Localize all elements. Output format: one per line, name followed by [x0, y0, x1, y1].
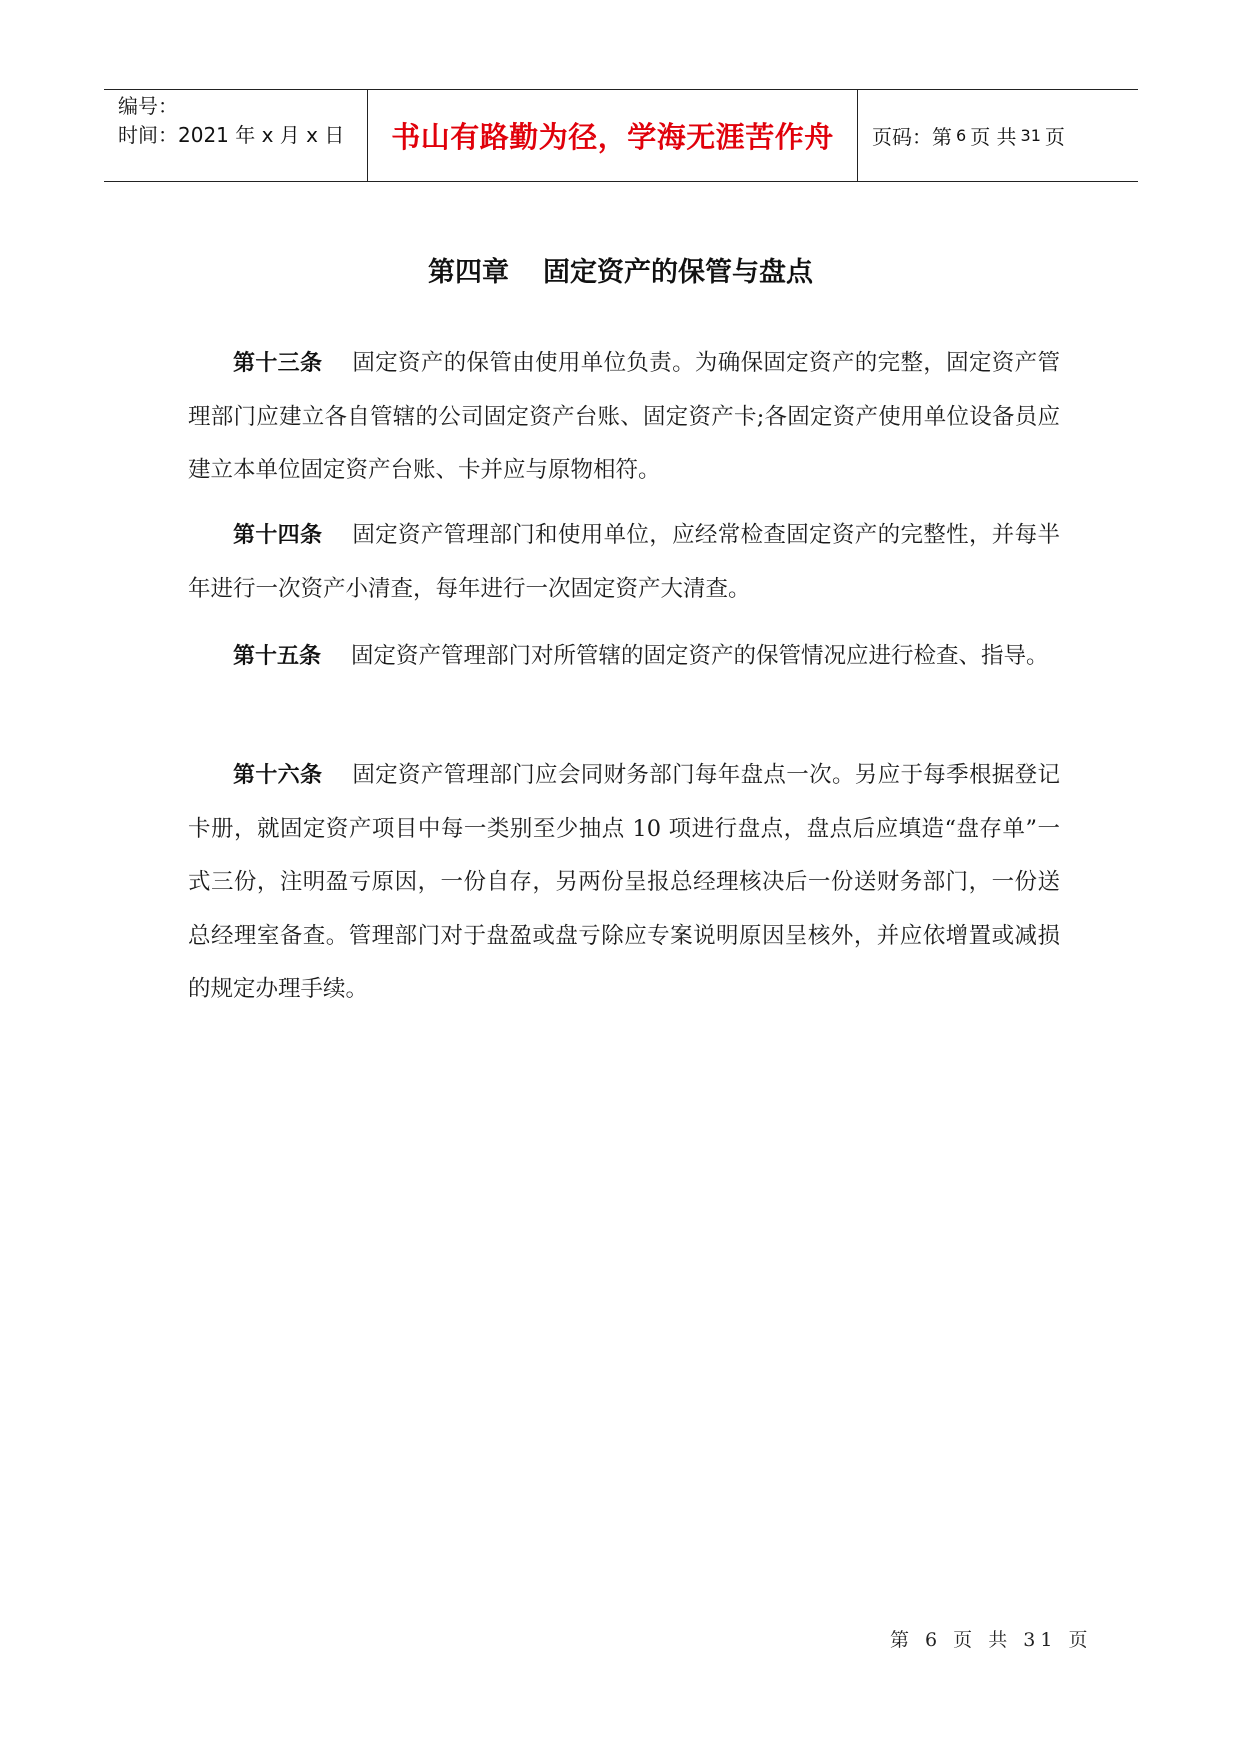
page-footer: 第 6 页 共 31 页 [890, 1629, 1093, 1651]
article-13 [188, 337, 1060, 498]
chapter-number: 第四章 [428, 257, 509, 288]
page-suffix: 页 [1044, 125, 1065, 149]
article-label: 第十四条 [233, 523, 323, 548]
article-label: 第十五条 [233, 644, 322, 669]
chapter-title [0, 250, 1241, 289]
document-date: 时间：2021 年 x 月 x 日 [118, 123, 345, 147]
header-page-info [858, 90, 1138, 181]
chapter-name: 固定资产的保管与盘点 [543, 257, 813, 288]
article-15 [188, 630, 1060, 684]
header-motto: 书山有路勤为径，学海无涯苦作舟 [368, 90, 858, 181]
article-text: 固定资产的保管由使用单位负责。为确保固定资产的完整，固定资产管理部门应建立各自管辖的公司固定资产台账、固定资产卡;各固定资产使用单位设备员应建立本单位固定资产台账、卡并应与原物相符。 [188, 350, 1060, 483]
page-prefix: 页码：第 [872, 125, 952, 149]
article-label: 第十三条 [233, 351, 323, 376]
article-text: 固定资产管理部门对所管辖的固定资产的保管情况应进行检查、指导。 [351, 643, 1049, 669]
article-label: 第十六条 [233, 763, 323, 788]
document-number-label: 编号： [118, 94, 178, 118]
article-16 [188, 749, 1060, 1017]
page-total: 31 [1020, 126, 1041, 145]
page-current: 6 [956, 126, 967, 145]
article-text: 固定资产管理部门应会同财务部门每年盘点一次。另应于每季根据登记卡册，就固定资产项目中每一类别至少抽点 10 项进行盘点，盘点后应填造“盘存单”一式三份，注明盈亏原因，一份自存，另两份呈报总经理核决后一份送财务部门，一份送总经理室备查。管理部门对于盘盈或盘亏除应专案说明原因呈核外，并应依增置或减损的规定办理手续。 [188, 762, 1060, 1002]
page-header [104, 89, 1138, 182]
header-meta [104, 90, 368, 181]
page-mid: 页 共 [970, 125, 1017, 149]
article-text: 固定资产管理部门和使用单位，应经常检查固定资产的完整性，并每半年进行一次资产小清查，每年进行一次固定资产大清查。 [188, 522, 1060, 602]
article-14 [188, 509, 1060, 616]
